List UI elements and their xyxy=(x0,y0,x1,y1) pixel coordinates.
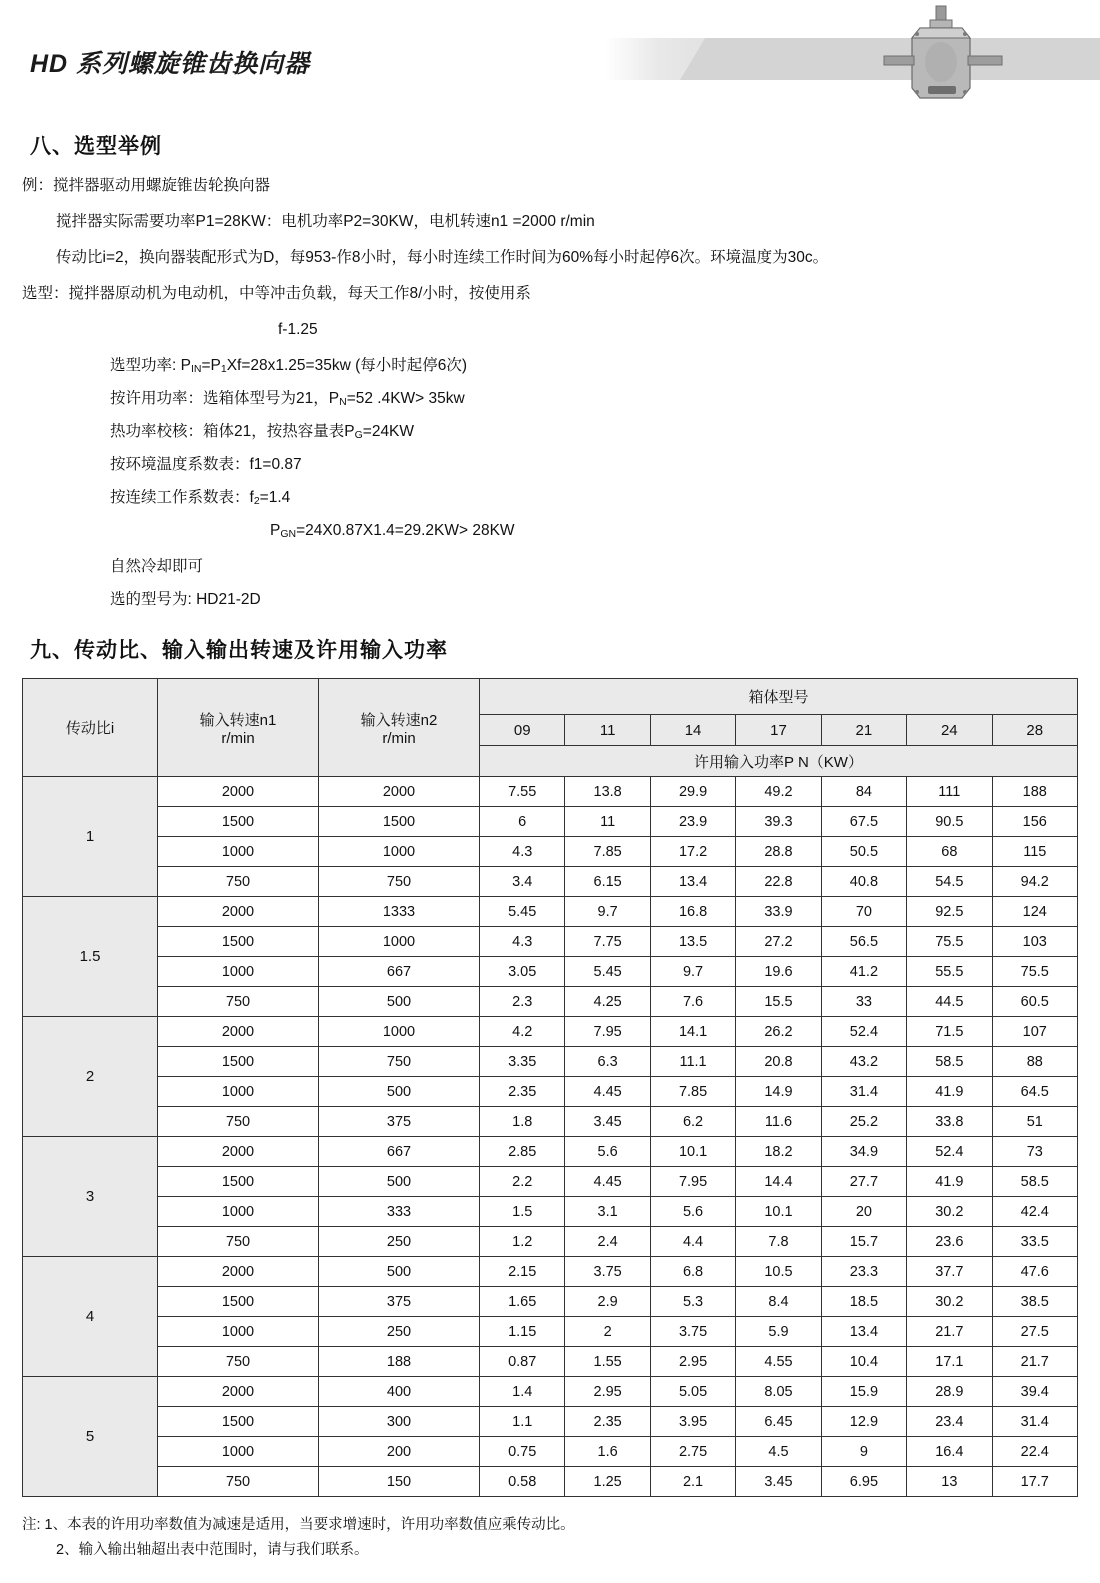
table-row xyxy=(23,1407,1078,1437)
cell-power: 7.8 xyxy=(736,1227,821,1257)
th-model-17: 17 xyxy=(736,715,821,746)
cell-n2: 750 xyxy=(319,867,480,897)
cell-power: 5.6 xyxy=(650,1197,735,1227)
cell-n1: 2000 xyxy=(158,777,319,807)
table-row xyxy=(23,1197,1078,1227)
note-1: 注: 1、本表的许用功率数值为减速是适用，当要求增速时，许用功率数值应乘传动比。 xyxy=(22,1517,575,1534)
cell-power: 52.4 xyxy=(907,1137,992,1167)
cell-power: 3.75 xyxy=(565,1257,650,1287)
cell-n2: 1000 xyxy=(319,837,480,867)
cell-power: 55.5 xyxy=(907,957,992,987)
spec-table-wrap xyxy=(22,678,1078,1497)
cell-power: 56.5 xyxy=(821,927,906,957)
table-row xyxy=(23,1227,1078,1257)
cell-power: 9.7 xyxy=(565,897,650,927)
cell-power: 4.5 xyxy=(736,1437,821,1467)
cell-power: 1.4 xyxy=(480,1377,565,1407)
cell-power: 51 xyxy=(992,1107,1077,1137)
cell-power: 31.4 xyxy=(821,1077,906,1107)
cell-power: 39.4 xyxy=(992,1377,1077,1407)
cell-n1: 1500 xyxy=(158,1047,319,1077)
cell-power: 92.5 xyxy=(907,897,992,927)
cell-power: 2.85 xyxy=(480,1137,565,1167)
cell-power: 4.45 xyxy=(565,1077,650,1107)
cell-power: 38.5 xyxy=(992,1287,1077,1317)
cell-power: 7.85 xyxy=(565,837,650,867)
table-head xyxy=(23,679,1078,777)
th-n1-line1: 输入转速n1 xyxy=(199,711,277,729)
cell-n2: 1000 xyxy=(319,927,480,957)
cell-power: 11.1 xyxy=(650,1047,735,1077)
cell-power: 6.2 xyxy=(650,1107,735,1137)
calc-line-3: 按环境温度系数表：f1=0.87 xyxy=(110,456,302,474)
cell-power: 43.2 xyxy=(821,1047,906,1077)
cell-power: 8.4 xyxy=(736,1287,821,1317)
cell-n2: 300 xyxy=(319,1407,480,1437)
cell-power: 18.5 xyxy=(821,1287,906,1317)
cell-power: 13.8 xyxy=(565,777,650,807)
cell-power: 94.2 xyxy=(992,867,1077,897)
cell-n1: 2000 xyxy=(158,1137,319,1167)
table-row xyxy=(23,807,1078,837)
cell-power: 67.5 xyxy=(821,807,906,837)
cell-n2: 500 xyxy=(319,987,480,1017)
table-row xyxy=(23,1317,1078,1347)
cell-power: 1.2 xyxy=(480,1227,565,1257)
cell-power: 25.2 xyxy=(821,1107,906,1137)
cell-power: 58.5 xyxy=(907,1047,992,1077)
cell-power: 11 xyxy=(565,807,650,837)
cell-power: 54.5 xyxy=(907,867,992,897)
th-output-speed-n2 xyxy=(319,679,480,777)
page-header xyxy=(0,0,1100,108)
cell-ratio: 1.5 xyxy=(23,897,158,1017)
cell-power: 6.3 xyxy=(565,1047,650,1077)
table-row xyxy=(23,927,1078,957)
cell-power: 2.4 xyxy=(565,1227,650,1257)
cell-power: 2.15 xyxy=(480,1257,565,1287)
cell-n1: 750 xyxy=(158,1467,319,1497)
cell-power: 4.45 xyxy=(565,1167,650,1197)
cell-n2: 375 xyxy=(319,1287,480,1317)
cooling-note: 自然冷却即可 xyxy=(110,558,204,576)
cell-n1: 1000 xyxy=(158,1197,319,1227)
cell-power: 6.8 xyxy=(650,1257,735,1287)
cell-power: 84 xyxy=(821,777,906,807)
cell-n2: 150 xyxy=(319,1467,480,1497)
table-row xyxy=(23,867,1078,897)
cell-power: 16.8 xyxy=(650,897,735,927)
th-model-11: 11 xyxy=(565,715,650,746)
th-model-28: 28 xyxy=(992,715,1077,746)
cell-power: 52.4 xyxy=(821,1017,906,1047)
cell-power: 33.8 xyxy=(907,1107,992,1137)
table-row xyxy=(23,897,1078,927)
cell-power: 1.6 xyxy=(565,1437,650,1467)
cell-power: 6 xyxy=(480,807,565,837)
cell-power: 50.5 xyxy=(821,837,906,867)
cell-n1: 1000 xyxy=(158,1077,319,1107)
cell-power: 5.05 xyxy=(650,1377,735,1407)
cell-n1: 2000 xyxy=(158,1377,319,1407)
cell-power: 73 xyxy=(992,1137,1077,1167)
cell-power: 13.4 xyxy=(821,1317,906,1347)
cell-n2: 333 xyxy=(319,1197,480,1227)
cell-power: 88 xyxy=(992,1047,1077,1077)
cell-ratio: 4 xyxy=(23,1257,158,1377)
th-n2-line1: 输入转速n2 xyxy=(360,711,438,729)
cell-power: 30.2 xyxy=(907,1197,992,1227)
cell-n1: 1500 xyxy=(158,1287,319,1317)
cell-n2: 500 xyxy=(319,1257,480,1287)
selected-model: 选的型号为: HD21-2D xyxy=(110,591,261,609)
cell-power: 5.6 xyxy=(565,1137,650,1167)
cell-n2: 500 xyxy=(319,1167,480,1197)
cell-power: 7.95 xyxy=(565,1017,650,1047)
th-allowable-power: 许用输入功率P N（KW） xyxy=(480,746,1078,777)
cell-power: 7.95 xyxy=(650,1167,735,1197)
example-line-2: 传动比i=2，换向器装配形式为D，每953-作8小时，每小时连续工作时间为60%每小时起停6次。环境温度为30c。 xyxy=(56,249,829,267)
cell-power: 40.8 xyxy=(821,867,906,897)
cell-power: 39.3 xyxy=(736,807,821,837)
table-row xyxy=(23,1467,1078,1497)
cell-power: 15.7 xyxy=(821,1227,906,1257)
cell-power: 3.75 xyxy=(650,1317,735,1347)
th-model-24: 24 xyxy=(907,715,992,746)
cell-power: 13.4 xyxy=(650,867,735,897)
cell-n1: 1500 xyxy=(158,1167,319,1197)
table-row xyxy=(23,1017,1078,1047)
cell-power: 3.35 xyxy=(480,1047,565,1077)
cell-power: 18.2 xyxy=(736,1137,821,1167)
cell-power: 34.9 xyxy=(821,1137,906,1167)
cell-ratio: 5 xyxy=(23,1377,158,1497)
cell-power: 19.6 xyxy=(736,957,821,987)
cell-n1: 750 xyxy=(158,1227,319,1257)
cell-power: 47.6 xyxy=(992,1257,1077,1287)
cell-n2: 1500 xyxy=(319,807,480,837)
th-n1-line2: r/min xyxy=(221,729,255,747)
cell-power: 17.2 xyxy=(650,837,735,867)
th-ratio: 传动比i xyxy=(23,679,158,777)
table-row xyxy=(23,1047,1078,1077)
cell-power: 1.15 xyxy=(480,1317,565,1347)
cell-power: 4.3 xyxy=(480,927,565,957)
th-n2-line2: r/min xyxy=(382,729,416,747)
cell-power: 17.1 xyxy=(907,1347,992,1377)
cell-n1: 750 xyxy=(158,867,319,897)
cell-n2: 200 xyxy=(319,1437,480,1467)
cell-power: 4.4 xyxy=(650,1227,735,1257)
cell-power: 107 xyxy=(992,1017,1077,1047)
cell-power: 60.5 xyxy=(992,987,1077,1017)
cell-power: 2.95 xyxy=(565,1377,650,1407)
th-model-09: 09 xyxy=(480,715,565,746)
th-model-14: 14 xyxy=(650,715,735,746)
cell-power: 2.95 xyxy=(650,1347,735,1377)
table-row xyxy=(23,777,1078,807)
cell-power: 13 xyxy=(907,1467,992,1497)
cell-power: 44.5 xyxy=(907,987,992,1017)
cell-power: 31.4 xyxy=(992,1407,1077,1437)
cell-power: 103 xyxy=(992,927,1077,957)
cell-power: 3.45 xyxy=(565,1107,650,1137)
cell-power: 7.75 xyxy=(565,927,650,957)
calc-line-2: 热功率校核：箱体21，按热容量表$P_G=24KW$ xyxy=(110,423,415,442)
cell-n1: 2000 xyxy=(158,897,319,927)
cell-power: 75.5 xyxy=(907,927,992,957)
gearbox-illustration-icon xyxy=(876,4,1008,104)
ratio-power-table xyxy=(22,678,1078,1497)
cell-power: 42.4 xyxy=(992,1197,1077,1227)
cell-power: 3.45 xyxy=(736,1467,821,1497)
example-line-0: 例：搅拌器驱动用螺旋锥齿轮换向器 xyxy=(22,177,271,194)
thermal-result: $P_{GN}=24X0.87X1.4=29.2KW> 28KW$ xyxy=(270,522,515,541)
cell-power: 58.5 xyxy=(992,1167,1077,1197)
cell-power: 3.05 xyxy=(480,957,565,987)
calc-line-0: 选型功率: $P_{IN}=P_1Xf=28x1.25=35kw$ (每小时起停6次) xyxy=(110,357,468,376)
cell-power: 16.4 xyxy=(907,1437,992,1467)
cell-n1: 1000 xyxy=(158,957,319,987)
cell-power: 14.9 xyxy=(736,1077,821,1107)
cell-power: 21.7 xyxy=(992,1347,1077,1377)
cell-power: 11.6 xyxy=(736,1107,821,1137)
cell-n2: 667 xyxy=(319,957,480,987)
cell-power: 2.35 xyxy=(565,1407,650,1437)
table-row xyxy=(23,1257,1078,1287)
cell-power: 0.75 xyxy=(480,1437,565,1467)
cell-power: 0.87 xyxy=(480,1347,565,1377)
cell-power: 33.5 xyxy=(992,1227,1077,1257)
cell-power: 5.45 xyxy=(565,957,650,987)
cell-n2: 375 xyxy=(319,1107,480,1137)
cell-n2: 500 xyxy=(319,1077,480,1107)
cell-n2: 2000 xyxy=(319,777,480,807)
cell-power: 4.2 xyxy=(480,1017,565,1047)
cell-power: 2.3 xyxy=(480,987,565,1017)
section-8-title: 八、选型举例 xyxy=(30,135,162,158)
cell-power: 1.25 xyxy=(565,1467,650,1497)
cell-power: 33.9 xyxy=(736,897,821,927)
cell-power: 23.6 xyxy=(907,1227,992,1257)
cell-n2: 250 xyxy=(319,1227,480,1257)
cell-n1: 1500 xyxy=(158,927,319,957)
cell-power: 21.7 xyxy=(907,1317,992,1347)
cell-power: 17.7 xyxy=(992,1467,1077,1497)
cell-n1: 1500 xyxy=(158,1407,319,1437)
cell-power: 41.9 xyxy=(907,1167,992,1197)
example-line-1: 搅拌器实际需要功率P1=28KW：电机功率P2=30KW，电机转速n1 =2000 r/min xyxy=(56,213,595,231)
cell-power: 37.7 xyxy=(907,1257,992,1287)
table-row xyxy=(23,1077,1078,1107)
note-2: 2、输入输出轴超出表中范围时，请与我们联系。 xyxy=(56,1541,369,1558)
cell-power: 68 xyxy=(907,837,992,867)
cell-power: 10.5 xyxy=(736,1257,821,1287)
cell-power: 26.2 xyxy=(736,1017,821,1047)
cell-power: 2.35 xyxy=(480,1077,565,1107)
cell-power: 115 xyxy=(992,837,1077,867)
cell-power: 3.4 xyxy=(480,867,565,897)
cell-power: 10.1 xyxy=(650,1137,735,1167)
cell-power: 75.5 xyxy=(992,957,1077,987)
cell-power: 71.5 xyxy=(907,1017,992,1047)
table-row xyxy=(23,1437,1078,1467)
calc-line-4: 按连续工作系数表：$f_2=1.4$ xyxy=(110,489,291,508)
table-row xyxy=(23,837,1078,867)
cell-ratio: 3 xyxy=(23,1137,158,1257)
cell-power: 9 xyxy=(821,1437,906,1467)
cell-power: 2.1 xyxy=(650,1467,735,1497)
table-row xyxy=(23,1107,1078,1137)
cell-power: 10.1 xyxy=(736,1197,821,1227)
cell-power: 70 xyxy=(821,897,906,927)
cell-power: 20.8 xyxy=(736,1047,821,1077)
cell-power: 14.4 xyxy=(736,1167,821,1197)
cell-power: 2.2 xyxy=(480,1167,565,1197)
cell-ratio: 2 xyxy=(23,1017,158,1137)
cell-power: 5.45 xyxy=(480,897,565,927)
cell-power: 90.5 xyxy=(907,807,992,837)
cell-power: 1.55 xyxy=(565,1347,650,1377)
cell-power: 13.5 xyxy=(650,927,735,957)
table-head-row-1 xyxy=(23,679,1078,715)
cell-power: 4.55 xyxy=(736,1347,821,1377)
cell-n1: 750 xyxy=(158,987,319,1017)
cell-power: 23.4 xyxy=(907,1407,992,1437)
cell-power: 2.75 xyxy=(650,1437,735,1467)
cell-power: 28.9 xyxy=(907,1377,992,1407)
example-line-3: 选型：搅拌器原动机为电动机，中等冲击负载，每天工作8/小时，按使用系 xyxy=(22,285,531,303)
cell-power: 124 xyxy=(992,897,1077,927)
table-row xyxy=(23,1137,1078,1167)
table-body xyxy=(23,777,1078,1497)
cell-power: 22.8 xyxy=(736,867,821,897)
cell-power: 27.7 xyxy=(821,1167,906,1197)
cell-power: 7.6 xyxy=(650,987,735,1017)
cell-n2: 1333 xyxy=(319,897,480,927)
cell-power: 6.45 xyxy=(736,1407,821,1437)
cell-power: 49.2 xyxy=(736,777,821,807)
cell-power: 15.5 xyxy=(736,987,821,1017)
cell-n1: 1000 xyxy=(158,1437,319,1467)
cell-power: 1.65 xyxy=(480,1287,565,1317)
cell-n2: 1000 xyxy=(319,1017,480,1047)
cell-power: 8.05 xyxy=(736,1377,821,1407)
cell-n2: 750 xyxy=(319,1047,480,1077)
cell-power: 6.15 xyxy=(565,867,650,897)
cell-power: 9.7 xyxy=(650,957,735,987)
cell-n1: 2000 xyxy=(158,1257,319,1287)
table-row xyxy=(23,957,1078,987)
cell-power: 3.1 xyxy=(565,1197,650,1227)
cell-power: 27.5 xyxy=(992,1317,1077,1347)
cell-n1: 1000 xyxy=(158,837,319,867)
cell-power: 30.2 xyxy=(907,1287,992,1317)
calc-line-1: 按许用功率：选箱体型号为21，$P_N=52$ .4KW> 35kw xyxy=(110,390,465,409)
cell-n2: 250 xyxy=(319,1317,480,1347)
cell-power: 5.9 xyxy=(736,1317,821,1347)
cell-ratio: 1 xyxy=(23,777,158,897)
cell-power: 23.9 xyxy=(650,807,735,837)
cell-power: 23.3 xyxy=(821,1257,906,1287)
cell-power: 29.9 xyxy=(650,777,735,807)
cell-power: 1.8 xyxy=(480,1107,565,1137)
cell-power: 5.3 xyxy=(650,1287,735,1317)
cell-power: 6.95 xyxy=(821,1467,906,1497)
cell-power: 22.4 xyxy=(992,1437,1077,1467)
cell-power: 41.9 xyxy=(907,1077,992,1107)
cell-n2: 667 xyxy=(319,1137,480,1167)
th-input-speed-n1 xyxy=(158,679,319,777)
cell-power: 12.9 xyxy=(821,1407,906,1437)
cell-power: 188 xyxy=(992,777,1077,807)
cell-power: 4.25 xyxy=(565,987,650,1017)
cell-power: 156 xyxy=(992,807,1077,837)
cell-power: 1.5 xyxy=(480,1197,565,1227)
section-9-title: 九、传动比、输入输出转速及许用输入功率 xyxy=(30,639,448,663)
th-housing-group: 箱体型号 xyxy=(480,679,1078,715)
cell-n1: 1000 xyxy=(158,1317,319,1347)
cell-n2: 188 xyxy=(319,1347,480,1377)
cell-n2: 400 xyxy=(319,1377,480,1407)
cell-power: 28.8 xyxy=(736,837,821,867)
table-row xyxy=(23,1377,1078,1407)
cell-power: 41.2 xyxy=(821,957,906,987)
cell-power: 4.3 xyxy=(480,837,565,867)
cell-n1: 2000 xyxy=(158,1017,319,1047)
th-model-21: 21 xyxy=(821,715,906,746)
table-row xyxy=(23,1347,1078,1377)
cell-power: 0.58 xyxy=(480,1467,565,1497)
cell-power: 15.9 xyxy=(821,1377,906,1407)
cell-power: 33 xyxy=(821,987,906,1017)
cell-power: 2 xyxy=(565,1317,650,1347)
cell-power: 7.85 xyxy=(650,1077,735,1107)
cell-power: 7.55 xyxy=(480,777,565,807)
cell-power: 20 xyxy=(821,1197,906,1227)
service-factor: f-1.25 xyxy=(278,321,318,339)
table-row xyxy=(23,1287,1078,1317)
cell-power: 64.5 xyxy=(992,1077,1077,1107)
cell-n1: 1500 xyxy=(158,807,319,837)
cell-power: 2.9 xyxy=(565,1287,650,1317)
cell-power: 111 xyxy=(907,777,992,807)
page-title: HD 系列螺旋锥齿换向器 xyxy=(30,50,311,78)
cell-power: 3.95 xyxy=(650,1407,735,1437)
table-row xyxy=(23,987,1078,1017)
table-row xyxy=(23,1167,1078,1197)
cell-power: 1.1 xyxy=(480,1407,565,1437)
cell-n1: 750 xyxy=(158,1107,319,1137)
cell-power: 27.2 xyxy=(736,927,821,957)
cell-n1: 750 xyxy=(158,1347,319,1377)
table-notes xyxy=(22,1513,1078,1562)
cell-power: 14.1 xyxy=(650,1017,735,1047)
cell-power: 10.4 xyxy=(821,1347,906,1377)
